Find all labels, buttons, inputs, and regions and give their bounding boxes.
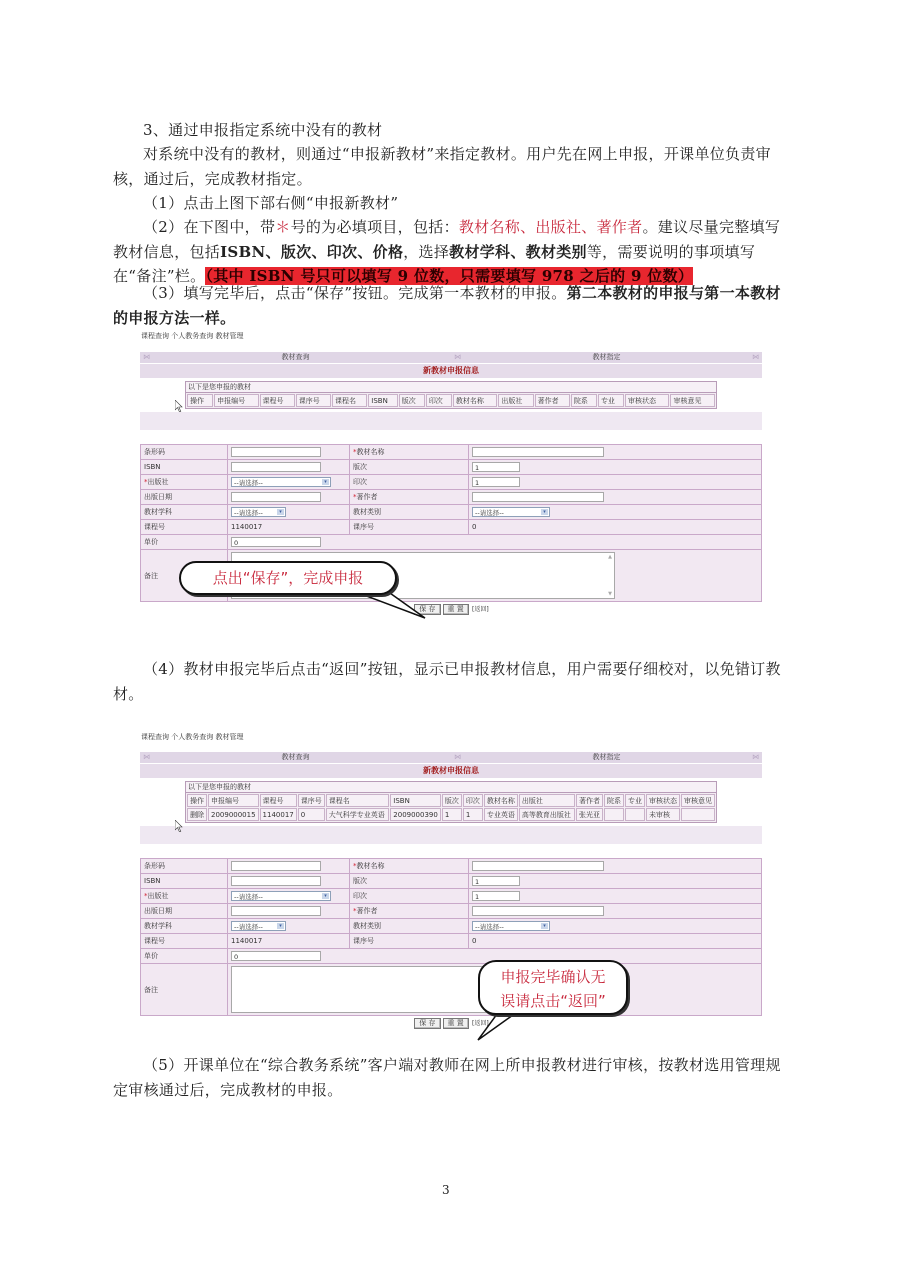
- mouse-cursor-icon: [175, 400, 183, 412]
- course-seq-value: 0: [469, 934, 761, 948]
- page-number: 3: [442, 1183, 450, 1197]
- submitted-list-section: [140, 378, 762, 412]
- panel-title: 新教材申报信息: [140, 364, 762, 378]
- pub-date-input[interactable]: [231, 492, 321, 502]
- back-link[interactable]: [返回]: [472, 1020, 489, 1027]
- pin-icon: ⋈: [752, 353, 759, 361]
- pin-icon: ⋈: [143, 753, 150, 761]
- mouse-cursor-icon: [175, 820, 183, 832]
- isbn-input[interactable]: [231, 876, 321, 886]
- reset-button[interactable]: 重 置: [443, 1018, 469, 1029]
- publisher-select[interactable]: --请选择-- ▾: [231, 891, 331, 901]
- required-star: ＊: [275, 218, 291, 236]
- form-actions: [140, 604, 762, 616]
- subject-select[interactable]: --请选择-- ▾: [231, 921, 286, 931]
- save-button[interactable]: 保 存: [414, 1018, 440, 1029]
- chevron-down-icon: ▾: [541, 923, 548, 929]
- save-button[interactable]: 保 存: [414, 604, 440, 615]
- chevron-down-icon: ▾: [277, 509, 284, 515]
- book-name-input[interactable]: [472, 447, 604, 457]
- breadcrumb: 课程查询 个人教务查询 教材管理: [141, 332, 244, 340]
- chevron-down-icon: ▾: [541, 509, 548, 515]
- course-seq-value: 0: [469, 520, 761, 534]
- new-textbook-form: 条形码 *教材名称 ISBN 版次 1 *出版社 --请选择-- ▾ 印次 1 出版日期 *著作者 教材学科 --请选择-- ▾ 教材类别 --请选择-- ▾ 课程号 1140017 课序号 0 单价 0 备注: [140, 858, 762, 1016]
- chevron-down-icon: ▾: [322, 479, 329, 485]
- barcode-input[interactable]: [231, 447, 321, 457]
- form-actions: [140, 1018, 762, 1030]
- required-fields: 教材名称、出版社、著作者: [458, 218, 643, 236]
- tab-textbook-assign[interactable]: ⋈ 教材指定 ⋈: [454, 353, 759, 361]
- panel-title: 新教材申报信息: [140, 764, 762, 778]
- submitted-table: [186, 793, 716, 822]
- pub-date-input[interactable]: [231, 906, 321, 916]
- category-select[interactable]: --请选择-- ▾: [472, 921, 550, 931]
- tab-textbook-query[interactable]: ⋈ 教材查询: [143, 353, 310, 361]
- step-2: （2）在下图中，带＊号的为必填项目，包括：教材名称、出版社、著作者。建议尽量完整填写教材信息，包括ISBN、版次、印次、价格，选择教材学科、教材类别等，需要说明的事项填写在“备注”栏。（其中 ISBN 号只可以填写 9 位数，只需要填写 978 之后的 9 位数）: [113, 218, 781, 285]
- isbn-note-highlight: （其中 ISBN 号只可以填写 9 位数，只需要填写 978 之后的 9 位数）: [205, 267, 694, 285]
- tab-textbook-query[interactable]: ⋈ 教材查询: [143, 753, 310, 761]
- reset-button[interactable]: 重 置: [443, 604, 469, 615]
- book-name-input[interactable]: [472, 861, 604, 871]
- publisher-select[interactable]: --请选择-- ▾: [231, 477, 331, 487]
- table-header-row: 操作 申报编号 课程号 课序号 课程名 ISBN 版次 印次 教材名称 出版社 著作者 院系 专业 审核状态 审核意见: [187, 794, 715, 807]
- pin-icon: ⋈: [143, 353, 150, 361]
- pin-icon: ⋈: [454, 753, 461, 761]
- course-no-value: 1140017: [228, 934, 349, 948]
- submitted-table: [186, 393, 716, 408]
- printing-input[interactable]: 1: [472, 477, 520, 487]
- chevron-down-icon: ▾: [277, 923, 284, 929]
- step-4: （4）教材申报完毕后点击“返回”按钮，显示已申报教材信息，用户需要仔细校对，以免错订教材。: [113, 660, 781, 703]
- submitted-list-section: [140, 778, 762, 826]
- list-caption: 以下是您申报的教材: [186, 382, 716, 393]
- step-3: （3）填写完毕后，点击“保存”按钮。完成第一本教材的申报。第二本教材的申报与第一本教材的申报方法一样。: [113, 284, 781, 327]
- tab-bar: [140, 752, 762, 764]
- step-1: （1）点击上图下部右侧“申报新教材”: [143, 194, 399, 212]
- edition-input[interactable]: 1: [472, 462, 520, 472]
- author-input[interactable]: [472, 492, 604, 502]
- pin-icon: ⋈: [454, 353, 461, 361]
- list-caption: 以下是您申报的教材: [186, 782, 716, 793]
- course-no-value: 1140017: [228, 520, 349, 534]
- tab-textbook-assign[interactable]: ⋈ 教材指定 ⋈: [454, 753, 759, 761]
- subject-select[interactable]: --请选择-- ▾: [231, 507, 286, 517]
- callout-save: 点出“保存”，完成申报: [179, 561, 397, 595]
- scroll-up-icon: ▲: [608, 554, 612, 560]
- tab-bar: [140, 352, 762, 364]
- callout-back: 申报完毕确认无 误请点击“返回”: [478, 960, 628, 1015]
- table-header-row: 操作 申报编号 课程号 课序号 课程名 ISBN 版次 印次 教材名称 出版社 著作者 院系 专业 审核状态 审核意见: [187, 394, 715, 407]
- barcode-input[interactable]: [231, 861, 321, 871]
- pin-icon: ⋈: [752, 753, 759, 761]
- delete-link[interactable]: 删除: [187, 808, 207, 821]
- scroll-down-icon: ▼: [608, 591, 612, 597]
- printing-input[interactable]: 1: [472, 891, 520, 901]
- submitted-list: [185, 781, 717, 823]
- category-select[interactable]: --请选择-- ▾: [472, 507, 550, 517]
- table-row: 删除 2009000015 1140017 0 大气科学专业英语 2009000390 1 1 专业英语 高等教育出版社 张光亚 未审核: [187, 808, 715, 821]
- section-title: 3、通过申报指定系统中没有的教材: [143, 121, 383, 139]
- submitted-list: [185, 381, 717, 409]
- isbn-input[interactable]: [231, 462, 321, 472]
- chevron-down-icon: ▾: [322, 893, 329, 899]
- step-5: （5）开课单位在“综合教务系统”客户端对教师在网上所申报教材进行审核，按教材选用管理规定审核通过后，完成教材的申报。: [113, 1056, 781, 1099]
- back-link[interactable]: [返回]: [472, 606, 489, 613]
- breadcrumb: 课程查询 个人教务查询 教材管理: [141, 733, 244, 741]
- screenshot-2: [140, 752, 762, 1030]
- edition-input[interactable]: 1: [472, 876, 520, 886]
- intro-paragraph: 对系统中没有的教材，则通过“申报新教材”来指定教材。用户先在网上申报，开课单位负责审核，通过后，完成教材指定。: [113, 145, 771, 188]
- price-input[interactable]: 0: [231, 537, 321, 547]
- author-input[interactable]: [472, 906, 604, 916]
- price-input[interactable]: 0: [231, 951, 321, 961]
- new-textbook-form: 条形码 *教材名称 ISBN 版次 1 *出版社 --请选择-- ▾ 印次 1 出版日期 *著作者 教材学科 --请选择-- ▾ 教材类别 --请选择-- ▾ 课程号 1140017 课序号 0 单价 0 备注 ▲ ▼: [140, 444, 762, 602]
